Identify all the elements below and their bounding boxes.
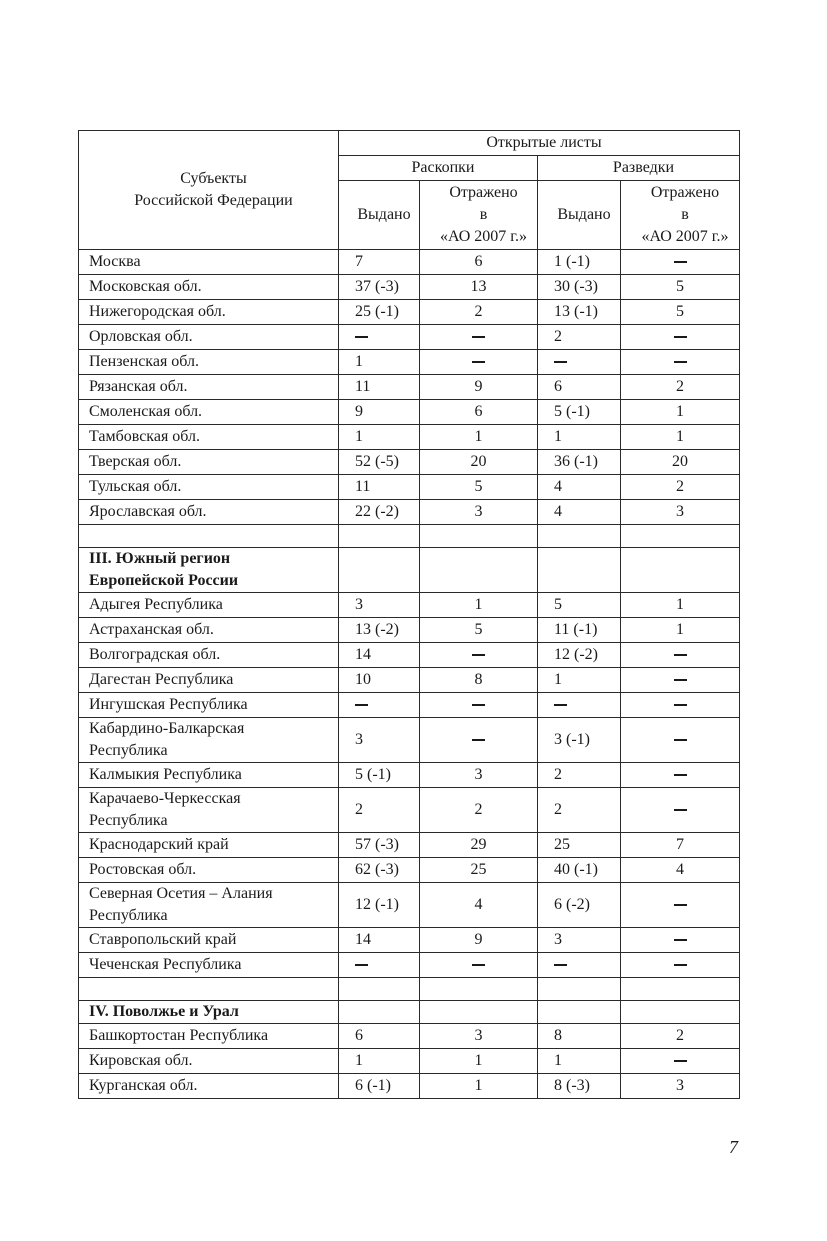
table-cell-empty (538, 1001, 621, 1024)
region-name: Тульская обл. (79, 475, 339, 500)
region-name: Кабардино-Балкарская Республика (79, 718, 339, 763)
cell-sur-reflected: 2 (621, 1024, 740, 1049)
table-cell-empty (538, 548, 621, 593)
cell-sur-issued: 6 (538, 375, 621, 400)
dash-mark (674, 739, 687, 741)
cell-exc-reflected: 9 (420, 928, 538, 953)
cell-exc-issued: 3 (339, 593, 420, 618)
table-row (79, 500, 740, 525)
cell-sur-issued: 4 (538, 475, 621, 500)
region-name: Ингушская Республика (79, 693, 339, 718)
cell-sur-reflected (621, 668, 740, 693)
table-cell-empty (420, 978, 538, 1001)
cell-exc-issued: 22 (-2) (339, 500, 420, 525)
dash-mark (674, 361, 687, 363)
cell-sur-issued: 40 (-1) (538, 858, 621, 883)
table-row (79, 718, 740, 763)
region-name: Московская обл. (79, 275, 339, 300)
region-name: Тамбовская обл. (79, 425, 339, 450)
cell-exc-reflected: 1 (420, 425, 538, 450)
dash-mark (674, 654, 687, 656)
cell-sur-reflected: 5 (621, 275, 740, 300)
cell-exc-issued: 14 (339, 928, 420, 953)
dash-mark (674, 964, 687, 966)
cell-sur-issued (538, 693, 621, 718)
cell-exc-reflected (420, 718, 538, 763)
cell-sur-issued: 36 (-1) (538, 450, 621, 475)
cell-exc-reflected: 25 (420, 858, 538, 883)
cell-exc-reflected: 3 (420, 1024, 538, 1049)
table-row (79, 425, 740, 450)
cell-exc-reflected: 6 (420, 400, 538, 425)
dash-mark (472, 361, 485, 363)
cell-sur-reflected (621, 643, 740, 668)
cell-sur-reflected (621, 788, 740, 833)
cell-exc-issued: 13 (-2) (339, 618, 420, 643)
cell-sur-issued: 4 (538, 500, 621, 525)
table-row (79, 475, 740, 500)
cell-exc-reflected: 1 (420, 593, 538, 618)
header-subjects-text: Субъекты Российской Федерации (134, 170, 293, 209)
table-row-section (79, 1001, 740, 1024)
table-row (79, 250, 740, 275)
cell-sur-issued: 30 (-3) (538, 275, 621, 300)
cell-sur-issued: 1 (538, 1049, 621, 1074)
cell-exc-reflected: 20 (420, 450, 538, 475)
table-row (79, 763, 740, 788)
table-cell-empty (538, 978, 621, 1001)
cell-exc-reflected: 2 (420, 300, 538, 325)
table-cell-empty (538, 525, 621, 548)
cell-exc-issued: 6 (339, 1024, 420, 1049)
cell-sur-issued: 8 (538, 1024, 621, 1049)
cell-exc-reflected: 5 (420, 618, 538, 643)
header-open-sheets: Открытые листы (339, 131, 740, 156)
cell-exc-issued: 2 (339, 788, 420, 833)
cell-sur-reflected: 7 (621, 833, 740, 858)
table-cell-empty (79, 978, 339, 1001)
cell-exc-reflected: 3 (420, 500, 538, 525)
cell-sur-issued: 1 (538, 668, 621, 693)
table-row (79, 275, 740, 300)
table-row (79, 883, 740, 928)
table-cell-empty (339, 525, 420, 548)
cell-exc-reflected: 5 (420, 475, 538, 500)
cell-exc-issued: 7 (339, 250, 420, 275)
cell-exc-reflected: 13 (420, 275, 538, 300)
cell-sur-reflected (621, 325, 740, 350)
cell-sur-issued: 1 (538, 425, 621, 450)
cell-sur-reflected (621, 718, 740, 763)
dash-mark (355, 336, 368, 338)
cell-sur-issued: 11 (-1) (538, 618, 621, 643)
cell-sur-issued: 25 (538, 833, 621, 858)
cell-exc-reflected (420, 643, 538, 668)
dash-mark (472, 654, 485, 656)
table-row (79, 1074, 740, 1099)
dash-mark (674, 336, 687, 338)
dash-mark (554, 704, 567, 706)
table-row (79, 1024, 740, 1049)
table-cell-empty (339, 1001, 420, 1024)
cell-sur-issued: 2 (538, 763, 621, 788)
cell-sur-reflected (621, 350, 740, 375)
region-name: Ярославская обл. (79, 500, 339, 525)
table-row (79, 693, 740, 718)
table-row (79, 833, 740, 858)
cell-sur-reflected (621, 928, 740, 953)
cell-exc-reflected: 1 (420, 1074, 538, 1099)
region-name: Северная Осетия – Алания Республика (79, 883, 339, 928)
cell-sur-issued: 13 (-1) (538, 300, 621, 325)
open-sheets-table (78, 130, 740, 1099)
dash-mark (472, 336, 485, 338)
cell-exc-issued: 37 (-3) (339, 275, 420, 300)
cell-sur-issued: 6 (-2) (538, 883, 621, 928)
region-name: Пензенская обл. (79, 350, 339, 375)
table-row (79, 858, 740, 883)
section-heading: IV. Поволжье и Урал (79, 1001, 339, 1024)
cell-sur-issued: 2 (538, 325, 621, 350)
dash-mark (472, 739, 485, 741)
dash-mark (472, 964, 485, 966)
table-row (79, 450, 740, 475)
cell-exc-issued: 10 (339, 668, 420, 693)
cell-sur-reflected: 1 (621, 593, 740, 618)
dash-mark (554, 361, 567, 363)
dash-mark (355, 704, 368, 706)
region-name: Москва (79, 250, 339, 275)
table-row (79, 788, 740, 833)
region-name: Карачаево-Черкесская Республика (79, 788, 339, 833)
cell-exc-reflected: 29 (420, 833, 538, 858)
cell-sur-issued: 2 (538, 788, 621, 833)
table-cell-empty (621, 1001, 740, 1024)
cell-exc-issued (339, 693, 420, 718)
region-name: Смоленская обл. (79, 400, 339, 425)
dash-mark (355, 964, 368, 966)
cell-exc-reflected: 4 (420, 883, 538, 928)
cell-exc-issued: 11 (339, 475, 420, 500)
table-row (79, 325, 740, 350)
cell-sur-reflected: 20 (621, 450, 740, 475)
table-body (79, 250, 740, 1099)
cell-exc-issued: 1 (339, 350, 420, 375)
header-subjects (79, 131, 339, 250)
header-exc-issued: Выдано (339, 181, 420, 250)
cell-sur-reflected: 1 (621, 618, 740, 643)
region-name: Башкортостан Республика (79, 1024, 339, 1049)
dash-mark (674, 261, 687, 263)
cell-sur-reflected: 3 (621, 1074, 740, 1099)
cell-sur-reflected: 5 (621, 300, 740, 325)
cell-sur-issued (538, 350, 621, 375)
table-cell-empty (621, 525, 740, 548)
table-header (79, 131, 740, 250)
cell-sur-issued (538, 953, 621, 978)
region-name: Дагестан Республика (79, 668, 339, 693)
dash-mark (674, 704, 687, 706)
table-row-section (79, 548, 740, 593)
cell-exc-issued: 5 (-1) (339, 763, 420, 788)
table-row (79, 375, 740, 400)
table-row-empty (79, 978, 740, 1001)
table-row (79, 953, 740, 978)
dash-mark (674, 939, 687, 941)
region-name: Курганская обл. (79, 1074, 339, 1099)
table-row (79, 668, 740, 693)
header-excavations: Раскопки (339, 156, 538, 181)
region-name: Рязанская обл. (79, 375, 339, 400)
table-cell-empty (621, 548, 740, 593)
cell-sur-reflected (621, 1049, 740, 1074)
region-name: Калмыкия Республика (79, 763, 339, 788)
dash-mark (674, 774, 687, 776)
cell-sur-reflected (621, 953, 740, 978)
cell-sur-reflected: 2 (621, 475, 740, 500)
table-row (79, 400, 740, 425)
cell-sur-issued: 1 (-1) (538, 250, 621, 275)
region-name: Волгоградская обл. (79, 643, 339, 668)
region-name: Тверская обл. (79, 450, 339, 475)
cell-sur-reflected (621, 763, 740, 788)
cell-exc-issued: 57 (-3) (339, 833, 420, 858)
table-cell-empty (420, 1001, 538, 1024)
header-sur-reflected: Отражено в «АО 2007 г.» (621, 181, 740, 250)
table-row (79, 593, 740, 618)
dash-mark (674, 1060, 687, 1062)
table-row (79, 350, 740, 375)
region-name: Чеченская Республика (79, 953, 339, 978)
cell-exc-issued: 11 (339, 375, 420, 400)
region-name: Краснодарский край (79, 833, 339, 858)
header-surveys: Разведки (538, 156, 740, 181)
cell-exc-reflected (420, 350, 538, 375)
cell-exc-issued (339, 325, 420, 350)
table-cell-empty (621, 978, 740, 1001)
region-name: Орловская обл. (79, 325, 339, 350)
cell-exc-issued: 52 (-5) (339, 450, 420, 475)
cell-exc-issued: 12 (-1) (339, 883, 420, 928)
cell-sur-issued: 12 (-2) (538, 643, 621, 668)
cell-sur-issued: 5 (-1) (538, 400, 621, 425)
cell-exc-issued: 3 (339, 718, 420, 763)
cell-exc-reflected: 6 (420, 250, 538, 275)
cell-sur-reflected: 4 (621, 858, 740, 883)
region-name: Нижегородская обл. (79, 300, 339, 325)
cell-exc-reflected: 3 (420, 763, 538, 788)
header-sur-issued: Выдано (538, 181, 621, 250)
table-cell-empty (339, 978, 420, 1001)
table-cell-empty (79, 525, 339, 548)
cell-exc-reflected (420, 325, 538, 350)
region-name: Ростовская обл. (79, 858, 339, 883)
table-row-empty (79, 525, 740, 548)
cell-sur-reflected: 1 (621, 425, 740, 450)
header-exc-reflected: Отражено в «АО 2007 г.» (420, 181, 538, 250)
table-cell-empty (420, 548, 538, 593)
cell-sur-issued: 3 (538, 928, 621, 953)
table-cell-empty (420, 525, 538, 548)
cell-exc-reflected: 1 (420, 1049, 538, 1074)
cell-sur-issued: 5 (538, 593, 621, 618)
table-row (79, 643, 740, 668)
table-row (79, 928, 740, 953)
cell-sur-reflected (621, 250, 740, 275)
dash-mark (554, 964, 567, 966)
cell-exc-issued (339, 953, 420, 978)
region-name: Астраханская обл. (79, 618, 339, 643)
section-heading: III. Южный регион Европейской России (79, 548, 339, 593)
cell-exc-issued: 25 (-1) (339, 300, 420, 325)
table-row (79, 618, 740, 643)
cell-sur-reflected: 1 (621, 400, 740, 425)
cell-exc-issued: 1 (339, 1049, 420, 1074)
cell-sur-issued: 8 (-3) (538, 1074, 621, 1099)
cell-sur-reflected: 3 (621, 500, 740, 525)
cell-exc-issued: 6 (-1) (339, 1074, 420, 1099)
cell-exc-issued: 1 (339, 425, 420, 450)
cell-exc-issued: 62 (-3) (339, 858, 420, 883)
region-name: Кировская обл. (79, 1049, 339, 1074)
region-name: Адыгея Республика (79, 593, 339, 618)
page-number: 7 (729, 1137, 738, 1157)
dash-mark (674, 904, 687, 906)
cell-sur-reflected (621, 693, 740, 718)
table-row (79, 300, 740, 325)
cell-exc-issued: 9 (339, 400, 420, 425)
cell-exc-reflected: 8 (420, 668, 538, 693)
table-cell-empty (339, 548, 420, 593)
dash-mark (674, 809, 687, 811)
cell-exc-reflected (420, 953, 538, 978)
cell-exc-reflected (420, 693, 538, 718)
table-row (79, 1049, 740, 1074)
cell-exc-reflected: 9 (420, 375, 538, 400)
cell-sur-reflected: 2 (621, 375, 740, 400)
cell-sur-issued: 3 (-1) (538, 718, 621, 763)
cell-exc-reflected: 2 (420, 788, 538, 833)
dash-mark (472, 704, 485, 706)
dash-mark (674, 679, 687, 681)
cell-sur-reflected (621, 883, 740, 928)
region-name: Ставропольский край (79, 928, 339, 953)
cell-exc-issued: 14 (339, 643, 420, 668)
